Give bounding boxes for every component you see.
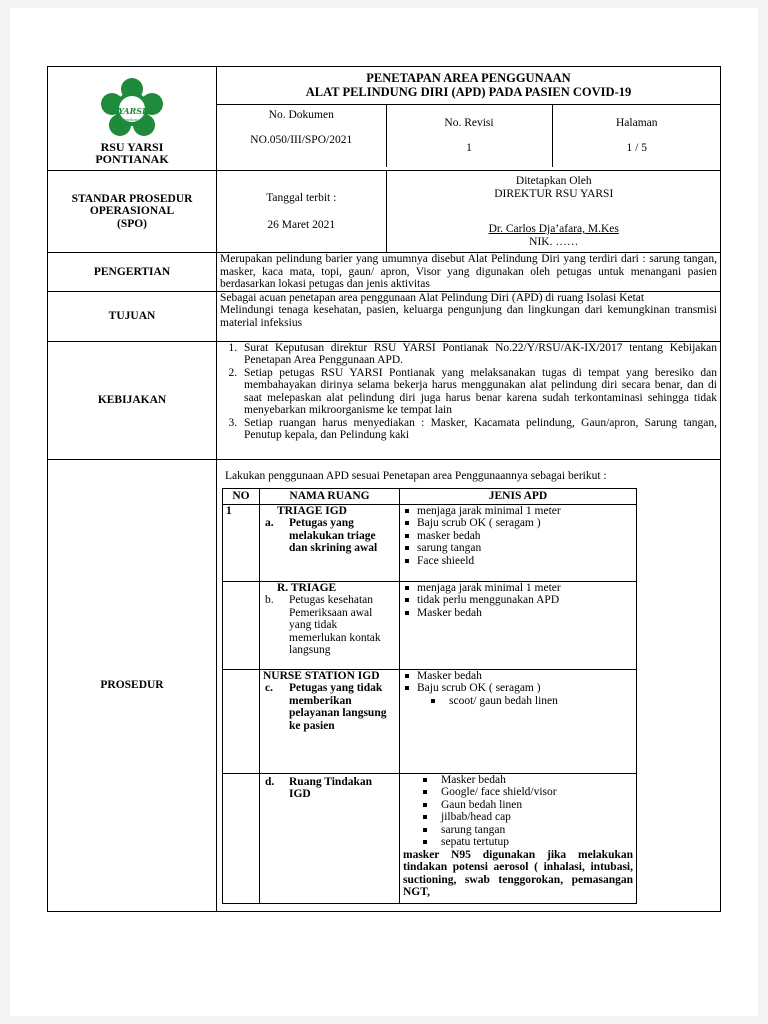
apd-col-room: NAMA RUANG <box>260 489 400 505</box>
revision-value: 1 <box>466 141 472 154</box>
apd-row-items <box>400 773 637 903</box>
document-title-line2: ALAT PELINDUNG DIRI (APD) PADA PASIEN COVID-19 <box>305 85 632 99</box>
n95-note: masker N95 digunakan jika melakukan tindakan potensi aerosol ( inhalasi, intubasi, suctioning, swab tenggorokan, pemasangan NGT, <box>403 848 633 898</box>
page-cell <box>552 105 721 167</box>
pengertian-label: PENGERTIAN <box>48 253 217 292</box>
spo-label-line2: OPERASIONAL <box>89 205 175 218</box>
issue-date-label: Tanggal terbit : <box>266 192 337 204</box>
doc-number-value: NO.050/III/SPO/2021 <box>250 133 353 146</box>
revision-cell <box>386 105 552 167</box>
hospital-name: RSU YARSI <box>100 140 164 154</box>
signatory-nik: NIK. …… <box>529 235 579 248</box>
signatory-name: Dr. Carlos Dja’afara, M.Kes <box>488 223 619 235</box>
header-right-cell <box>217 67 721 171</box>
apd-list: menjaga jarak minimal 1 meter tidak perlu menggunakan APD Masker bedah <box>403 582 633 620</box>
spo-details-cell <box>217 171 721 253</box>
prosedur-intro: Lakukan penggunaan APD sesuai Penetapan area Penggunaannya sebagai berikut : <box>225 469 607 482</box>
pengertian-text: Merupakan pelindung barier yang umumnya disebut Alat Pelindung Diri yang terdiri dari : sarung tangan, masker, kaca mata, topi, gaun/ apron, Visor yang digunakan oleh petugas untuk menangani pasien berdasarkan lokasi petugas dan jenis aktivitas <box>217 253 721 292</box>
kebijakan-cell <box>217 341 721 459</box>
revision-label: No. Revisi <box>444 117 494 129</box>
apd-row-items <box>400 581 637 669</box>
apd-col-type: JENIS APD <box>400 489 637 505</box>
apd-row-no <box>223 581 260 669</box>
svg-text:YARSI: YARSI <box>118 106 146 116</box>
apd-row-items <box>400 504 637 581</box>
tujuan-cell <box>217 291 721 341</box>
svg-text:Pontianak: Pontianak <box>121 117 143 122</box>
apd-row-room: d. Ruang Tindakan IGD <box>260 773 400 903</box>
tujuan-label: TUJUAN <box>48 291 217 341</box>
yarsi-logo <box>99 77 165 137</box>
hospital-city: PONTIANAK <box>95 152 169 166</box>
tujuan-line1: Sebagai acuan penetapan area penggunaan Alat Pelindung Diri (APD) di ruang Isolasi Ketat <box>220 291 645 304</box>
apd-row-room: TRIAGE IGD a. Petugas yang melakukan triage dan skrining awal <box>260 504 400 581</box>
kebijakan-item: 2. Setiap petugas RSU YARSI Pontianak yang melaksanakan tugas di tempat yang beresiko dan membahayakan dirinya selama bekerja harus menggunakan alat pelindung diri secara benar, dan di saat melepaskan alat pelindung diri juga harus benar karena sudah terkontaminasi sehingga tidak menyebarkan mikroorganisme ke tempat lain <box>240 367 717 417</box>
approval-cell <box>386 171 721 252</box>
document-title-line1: PENETAPAN AREA PENGGUNAAN <box>366 71 571 85</box>
prosedur-label: PROSEDUR <box>48 459 217 911</box>
apd-row-no: 1 <box>223 504 260 581</box>
apd-row-no <box>223 773 260 903</box>
kebijakan-label: KEBIJAKAN <box>48 341 217 459</box>
tujuan-line2: Melindungi tenaga kesehatan, pasien, keluarga pengunjung dan lingkungan dari kemungkinan transmisi material infeksius <box>220 304 717 329</box>
page-label: Halaman <box>615 117 658 129</box>
apd-table <box>222 488 637 904</box>
issue-date-value: 26 Maret 2021 <box>267 218 336 231</box>
apd-row-room: NURSE STATION IGD c. Petugas yang tidak memberikan pelayanan langsung ke pasien <box>260 669 400 773</box>
apd-col-no: NO <box>223 489 260 505</box>
spo-label-cell <box>48 171 217 253</box>
apd-list: Masker bedah Baju scrub OK ( seragam ) <box>403 670 633 695</box>
apd-list: Masker bedah Google/ face shield/visor Gaun bedah linen jilbab/head cap sarung tangan sepatu tertutup <box>395 774 633 849</box>
issue-date-cell <box>217 171 386 252</box>
page-value: 1 / 5 <box>626 141 647 154</box>
apd-list: menjaga jarak minimal 1 meter Baju scrub OK ( seragam ) masker bedah sarung tangan Face shieeld <box>403 505 633 568</box>
approved-by-label: Ditetapkan Oleh <box>515 175 592 187</box>
spo-label-line3: (SPO) <box>116 217 148 230</box>
kebijakan-item: 1. Surat Keputusan direktur RSU YARSI Pontianak No.22/Y/RSU/AK-IX/2017 tentang Kebijakan Penetapan Area Penggunaan APD. <box>240 342 717 367</box>
prosedur-cell <box>217 459 721 911</box>
logo-cell <box>48 67 217 171</box>
spo-label-line1: STANDAR PROSEDUR <box>71 192 193 205</box>
doc-number-cell <box>217 105 386 167</box>
apd-row-items: Masker bedah Baju scrub OK ( seragam ) scoot/ gaun bedah linen <box>400 669 637 773</box>
doc-number-label: No. Dokumen <box>268 109 334 121</box>
kebijakan-item: 3. Setiap ruangan harus menyediakan : Masker, Kacamata pelindung, Gaun/apron, Sarung tangan, Penutup kepala, dan Pelindung kaki <box>240 417 717 442</box>
kebijakan-list <box>220 342 717 442</box>
apd-row-room: R. TRIAGE b. Petugas kesehatan Pemeriksaan awal yang tidak memerlukan kontak langsung <box>260 581 400 669</box>
apd-row-no <box>223 669 260 773</box>
spo-table <box>47 66 721 912</box>
director-title: DIREKTUR RSU YARSI <box>494 187 614 200</box>
